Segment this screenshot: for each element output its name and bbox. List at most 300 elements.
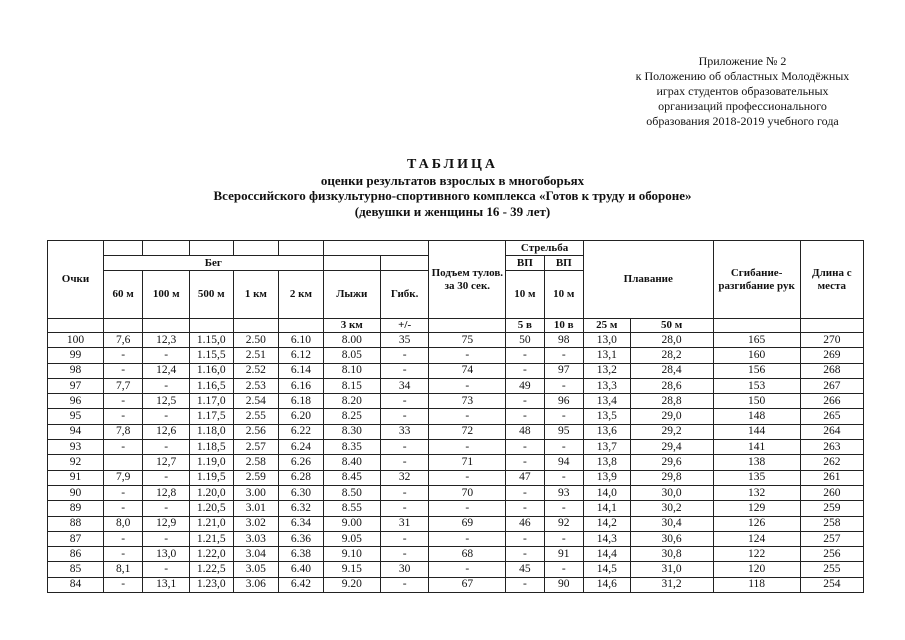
score-cell: 2.56 xyxy=(233,424,279,439)
score-cell: - xyxy=(506,485,544,500)
score-cell: 14,0 xyxy=(583,485,630,500)
score-cell: 1.21,0 xyxy=(190,516,234,531)
header-points: Очки xyxy=(48,241,104,319)
table-row xyxy=(48,409,864,424)
score-cell: 13,1 xyxy=(143,577,190,592)
score-cell: - xyxy=(380,455,429,470)
score-cell: 30,0 xyxy=(630,485,713,500)
score-cell: - xyxy=(103,440,142,455)
score-cell: 92 xyxy=(544,516,583,531)
table-row xyxy=(48,363,864,378)
score-cell: - xyxy=(380,348,429,363)
score-cell: 6.16 xyxy=(279,378,324,393)
score-cell: 1.17,0 xyxy=(190,394,234,409)
score-cell: 28,2 xyxy=(630,348,713,363)
header-shooting: Стрельба xyxy=(506,241,584,256)
score-cell: 2.59 xyxy=(233,470,279,485)
header-blank xyxy=(48,319,104,333)
score-cell: 3.05 xyxy=(233,562,279,577)
header-blank xyxy=(143,241,190,256)
score-cell: - xyxy=(103,547,142,562)
score-cell: 12,5 xyxy=(143,394,190,409)
score-cell: - xyxy=(544,348,583,363)
score-cell: - xyxy=(544,409,583,424)
score-cell: 3.01 xyxy=(233,501,279,516)
score-cell: 13,3 xyxy=(583,378,630,393)
score-cell: - xyxy=(506,394,544,409)
score-cell: 32 xyxy=(380,470,429,485)
score-cell: 14,5 xyxy=(583,562,630,577)
score-cell: 6.20 xyxy=(279,409,324,424)
header-flex: Гибк. xyxy=(380,271,429,319)
score-cell: 2.55 xyxy=(233,409,279,424)
score-cell: 12,7 xyxy=(143,455,190,470)
header-flex-unit: +/- xyxy=(380,319,429,333)
points-cell: 98 xyxy=(48,363,104,378)
score-cell: - xyxy=(506,547,544,562)
points-cell: 91 xyxy=(48,470,104,485)
score-cell: 268 xyxy=(800,363,863,378)
table-row xyxy=(48,562,864,577)
score-cell: - xyxy=(143,531,190,546)
score-cell: 6.30 xyxy=(279,485,324,500)
score-cell: 141 xyxy=(713,440,800,455)
score-cell: 12,9 xyxy=(143,516,190,531)
score-cell: 1.21,5 xyxy=(190,531,234,546)
score-cell: 8.00 xyxy=(323,333,380,348)
appendix-line: образования 2018-2019 учебного года xyxy=(646,114,839,128)
score-cell: 9.20 xyxy=(323,577,380,592)
score-cell: 1.18,0 xyxy=(190,424,234,439)
score-cell: - xyxy=(380,501,429,516)
header-vp2-unit: 10 в xyxy=(544,319,583,333)
score-cell: 1.23,0 xyxy=(190,577,234,592)
score-cell: 257 xyxy=(800,531,863,546)
score-cell: 138 xyxy=(713,455,800,470)
score-cell: - xyxy=(103,394,142,409)
score-cell: - xyxy=(143,562,190,577)
header-situps: Подъем тулов. за 30 сек. xyxy=(429,241,506,319)
score-cell: - xyxy=(103,363,142,378)
score-cell: - xyxy=(544,501,583,516)
score-cell: 70 xyxy=(429,485,506,500)
score-cell: 153 xyxy=(713,378,800,393)
score-cell: 267 xyxy=(800,378,863,393)
score-cell: - xyxy=(380,547,429,562)
score-cell: 256 xyxy=(800,547,863,562)
points-cell: 85 xyxy=(48,562,104,577)
score-cell: 14,1 xyxy=(583,501,630,516)
score-cell: 13,4 xyxy=(583,394,630,409)
score-cell: 8.25 xyxy=(323,409,380,424)
header-vp1: ВП xyxy=(506,256,544,271)
score-cell: 126 xyxy=(713,516,800,531)
score-cell: - xyxy=(429,531,506,546)
score-cell: 14,6 xyxy=(583,577,630,592)
score-cell: 49 xyxy=(506,378,544,393)
score-cell: - xyxy=(544,562,583,577)
score-cell: 28,8 xyxy=(630,394,713,409)
score-cell: 90 xyxy=(544,577,583,592)
title-line-2: оценки результатов взрослых в многоборьях xyxy=(320,172,585,188)
header-jump: Длина с места xyxy=(800,241,863,319)
score-cell: 265 xyxy=(800,409,863,424)
score-cell: 9.05 xyxy=(323,531,380,546)
score-cell: 96 xyxy=(544,394,583,409)
score-cell: 135 xyxy=(713,470,800,485)
score-cell: - xyxy=(143,470,190,485)
score-cell: 30,6 xyxy=(630,531,713,546)
score-cell: 6.36 xyxy=(279,531,324,546)
header-blank xyxy=(143,319,190,333)
score-cell xyxy=(103,455,142,470)
score-cell: 91 xyxy=(544,547,583,562)
score-cell: 8.30 xyxy=(323,424,380,439)
appendix-line: к Положению об областных Молодёжных xyxy=(635,69,850,83)
points-cell: 86 xyxy=(48,547,104,562)
score-cell: - xyxy=(103,531,142,546)
score-cell: 30,8 xyxy=(630,547,713,562)
header-blank xyxy=(800,319,863,333)
score-cell: - xyxy=(143,440,190,455)
score-cell: 93 xyxy=(544,485,583,500)
score-cell: 95 xyxy=(544,424,583,439)
header-blank xyxy=(233,241,279,256)
score-cell: 69 xyxy=(429,516,506,531)
score-cell: 29,4 xyxy=(630,440,713,455)
header-ski: Лыжи xyxy=(323,271,380,319)
score-cell: 8.40 xyxy=(323,455,380,470)
score-cell: - xyxy=(380,577,429,592)
score-cell: 12,8 xyxy=(143,485,190,500)
score-cell: 98 xyxy=(544,333,583,348)
header-blank xyxy=(380,256,429,271)
score-cell: - xyxy=(380,531,429,546)
score-cell: - xyxy=(429,409,506,424)
score-cell: 9.15 xyxy=(323,562,380,577)
header-vp1-unit: 5 в xyxy=(506,319,544,333)
score-cell: 35 xyxy=(380,333,429,348)
score-cell: 2.54 xyxy=(233,394,279,409)
score-cell: 254 xyxy=(800,577,863,592)
table-row xyxy=(48,501,864,516)
score-cell: 8,1 xyxy=(103,562,142,577)
score-cell: - xyxy=(380,440,429,455)
score-cell: - xyxy=(544,470,583,485)
score-cell: 3.02 xyxy=(233,516,279,531)
score-cell: - xyxy=(103,501,142,516)
score-cell: - xyxy=(506,531,544,546)
score-cell: - xyxy=(103,409,142,424)
score-cell: 6.10 xyxy=(279,333,324,348)
header-run-500: 500 м xyxy=(190,271,234,319)
score-cell: 261 xyxy=(800,470,863,485)
score-cell: 13,6 xyxy=(583,424,630,439)
score-cell: 263 xyxy=(800,440,863,455)
score-cell: - xyxy=(429,378,506,393)
table-row xyxy=(48,516,864,531)
header-blank xyxy=(103,319,142,333)
table-row xyxy=(48,440,864,455)
appendix-line: играх студентов образовательных xyxy=(656,84,829,98)
score-cell: 3.00 xyxy=(233,485,279,500)
header-blank xyxy=(190,319,234,333)
score-cell: 1.22,5 xyxy=(190,562,234,577)
score-cell: 120 xyxy=(713,562,800,577)
score-cell: 7,8 xyxy=(103,424,142,439)
score-cell: 29,2 xyxy=(630,424,713,439)
score-cell: 94 xyxy=(544,455,583,470)
score-cell: 30,2 xyxy=(630,501,713,516)
score-cell: 47 xyxy=(506,470,544,485)
score-cell: 31,0 xyxy=(630,562,713,577)
appendix-note xyxy=(590,54,895,129)
header-vp1-dist: 10 м xyxy=(506,271,544,319)
table-row xyxy=(48,531,864,546)
header-run-60: 60 м xyxy=(103,271,142,319)
score-cell: - xyxy=(506,409,544,424)
score-cell: 3.03 xyxy=(233,531,279,546)
score-cell: 8.35 xyxy=(323,440,380,455)
score-cell: 13,7 xyxy=(583,440,630,455)
score-cell: 14,4 xyxy=(583,547,630,562)
score-cell: - xyxy=(103,348,142,363)
table-row xyxy=(48,394,864,409)
score-cell: 6.18 xyxy=(279,394,324,409)
score-cell: 1.20,5 xyxy=(190,501,234,516)
score-cell: - xyxy=(429,470,506,485)
score-cell: - xyxy=(103,577,142,592)
header-row-4 xyxy=(48,319,864,333)
score-cell: - xyxy=(506,501,544,516)
header-blank xyxy=(323,241,429,256)
title-line-3: Всероссийского физкультурно-спортивного комплекса «Готов к труду и обороне» xyxy=(213,188,692,203)
points-cell: 96 xyxy=(48,394,104,409)
score-cell: 2.53 xyxy=(233,378,279,393)
points-cell: 93 xyxy=(48,440,104,455)
table-row xyxy=(48,378,864,393)
score-cell: 7,6 xyxy=(103,333,142,348)
score-cell: 160 xyxy=(713,348,800,363)
score-cell: 7,9 xyxy=(103,470,142,485)
points-cell: 90 xyxy=(48,485,104,500)
score-cell: 165 xyxy=(713,333,800,348)
header-run-1k: 1 км xyxy=(233,271,279,319)
score-cell: - xyxy=(380,485,429,500)
score-cell: 122 xyxy=(713,547,800,562)
table-row xyxy=(48,485,864,500)
score-cell: 8.10 xyxy=(323,363,380,378)
score-cell: - xyxy=(143,409,190,424)
score-cell: 8.05 xyxy=(323,348,380,363)
score-cell: - xyxy=(506,577,544,592)
score-cell: 13,1 xyxy=(583,348,630,363)
score-cell: 255 xyxy=(800,562,863,577)
score-cell: 13,0 xyxy=(583,333,630,348)
score-cell: 6.38 xyxy=(279,547,324,562)
score-cell: 97 xyxy=(544,363,583,378)
score-cell: 2.50 xyxy=(233,333,279,348)
header-blank xyxy=(713,319,800,333)
score-cell: 9.10 xyxy=(323,547,380,562)
score-cell: 14,3 xyxy=(583,531,630,546)
score-cell: 67 xyxy=(429,577,506,592)
score-cell: 148 xyxy=(713,409,800,424)
score-cell: 8.20 xyxy=(323,394,380,409)
appendix-line: организаций профессионального xyxy=(658,99,827,113)
points-cell: 87 xyxy=(48,531,104,546)
score-cell: - xyxy=(143,378,190,393)
score-cell: 1.22,0 xyxy=(190,547,234,562)
score-cell: 50 xyxy=(506,333,544,348)
score-cell: 150 xyxy=(713,394,800,409)
appendix-line: Приложение № 2 xyxy=(698,54,787,68)
table-body xyxy=(48,333,864,593)
score-cell: 258 xyxy=(800,516,863,531)
score-cell: 9.00 xyxy=(323,516,380,531)
score-cell: 124 xyxy=(713,531,800,546)
score-cell: 28,4 xyxy=(630,363,713,378)
score-cell: 8.45 xyxy=(323,470,380,485)
score-cell: 13,9 xyxy=(583,470,630,485)
header-swim: Плавание xyxy=(583,241,713,319)
header-run: Бег xyxy=(103,256,323,271)
header-blank xyxy=(190,241,234,256)
header-vp2: ВП xyxy=(544,256,583,271)
header-row-1 xyxy=(48,241,864,256)
table-row xyxy=(48,455,864,470)
score-cell: 72 xyxy=(429,424,506,439)
score-cell: 259 xyxy=(800,501,863,516)
score-cell: 34 xyxy=(380,378,429,393)
score-cell: - xyxy=(506,348,544,363)
score-cell: 1.17,5 xyxy=(190,409,234,424)
score-cell: 1.19,0 xyxy=(190,455,234,470)
score-cell: 13,8 xyxy=(583,455,630,470)
score-cell: 2.52 xyxy=(233,363,279,378)
score-cell: 6.34 xyxy=(279,516,324,531)
points-cell: 92 xyxy=(48,455,104,470)
score-cell: 2.57 xyxy=(233,440,279,455)
score-cell: - xyxy=(544,531,583,546)
score-cell: 12,4 xyxy=(143,363,190,378)
score-cell: 6.42 xyxy=(279,577,324,592)
points-cell: 95 xyxy=(48,409,104,424)
score-cell: 2.51 xyxy=(233,348,279,363)
score-cell: 28,0 xyxy=(630,333,713,348)
score-cell: - xyxy=(380,394,429,409)
score-cell: 6.22 xyxy=(279,424,324,439)
score-cell: 129 xyxy=(713,501,800,516)
header-blank xyxy=(279,241,324,256)
score-cell: 266 xyxy=(800,394,863,409)
score-cell: - xyxy=(429,440,506,455)
score-cell: 30 xyxy=(380,562,429,577)
score-cell: 75 xyxy=(429,333,506,348)
score-cell: - xyxy=(143,348,190,363)
score-cell: 13,0 xyxy=(143,547,190,562)
score-cell: 29,6 xyxy=(630,455,713,470)
points-cell: 94 xyxy=(48,424,104,439)
score-cell: - xyxy=(429,348,506,363)
points-cell: 100 xyxy=(48,333,104,348)
score-cell: 33 xyxy=(380,424,429,439)
header-ski-unit: 3 км xyxy=(323,319,380,333)
points-cell: 89 xyxy=(48,501,104,516)
document-title xyxy=(0,157,905,219)
score-cell: 262 xyxy=(800,455,863,470)
header-blank xyxy=(323,256,380,271)
score-cell: 3.04 xyxy=(233,547,279,562)
score-cell: 8.50 xyxy=(323,485,380,500)
score-cell: 6.28 xyxy=(279,470,324,485)
score-cell: - xyxy=(544,378,583,393)
header-blank xyxy=(233,319,279,333)
score-cell: 260 xyxy=(800,485,863,500)
table-row xyxy=(48,424,864,439)
score-cell: 132 xyxy=(713,485,800,500)
header-run-2k: 2 км xyxy=(279,271,324,319)
score-cell: 118 xyxy=(713,577,800,592)
score-cell: 13,2 xyxy=(583,363,630,378)
score-cell: 74 xyxy=(429,363,506,378)
header-swim-50: 50 м xyxy=(630,319,713,333)
score-cell: 12,3 xyxy=(143,333,190,348)
score-cell: 46 xyxy=(506,516,544,531)
score-cell: 30,4 xyxy=(630,516,713,531)
header-blank xyxy=(279,319,324,333)
score-cell: 6.24 xyxy=(279,440,324,455)
score-cell: 73 xyxy=(429,394,506,409)
score-cell: - xyxy=(544,440,583,455)
header-vp2-dist: 10 м xyxy=(544,271,583,319)
score-cell: - xyxy=(429,501,506,516)
score-cell: 156 xyxy=(713,363,800,378)
score-cell: 1.19,5 xyxy=(190,470,234,485)
score-cell: 29,8 xyxy=(630,470,713,485)
score-cell: 31,2 xyxy=(630,577,713,592)
header-run-100: 100 м xyxy=(143,271,190,319)
score-cell: - xyxy=(380,409,429,424)
score-cell: 1.20,0 xyxy=(190,485,234,500)
score-cell: 28,6 xyxy=(630,378,713,393)
score-cell: 1.18,5 xyxy=(190,440,234,455)
score-cell: - xyxy=(506,363,544,378)
score-cell: 45 xyxy=(506,562,544,577)
score-cell: 6.26 xyxy=(279,455,324,470)
score-cell: 31 xyxy=(380,516,429,531)
score-cell: 71 xyxy=(429,455,506,470)
points-cell: 97 xyxy=(48,378,104,393)
score-cell: 270 xyxy=(800,333,863,348)
score-cell: 1.15,0 xyxy=(190,333,234,348)
score-cell: 3.06 xyxy=(233,577,279,592)
scores-table xyxy=(47,240,864,593)
score-cell: 1.16,5 xyxy=(190,378,234,393)
table-row xyxy=(48,547,864,562)
score-cell: - xyxy=(506,440,544,455)
score-cell: 7,7 xyxy=(103,378,142,393)
score-cell: 2.58 xyxy=(233,455,279,470)
score-cell: 269 xyxy=(800,348,863,363)
score-cell: 6.32 xyxy=(279,501,324,516)
score-cell: 8,0 xyxy=(103,516,142,531)
header-blank xyxy=(103,241,142,256)
score-cell: - xyxy=(103,485,142,500)
score-cell: 264 xyxy=(800,424,863,439)
title-line-1: ТАБЛИЦА xyxy=(407,157,498,172)
table-row xyxy=(48,470,864,485)
